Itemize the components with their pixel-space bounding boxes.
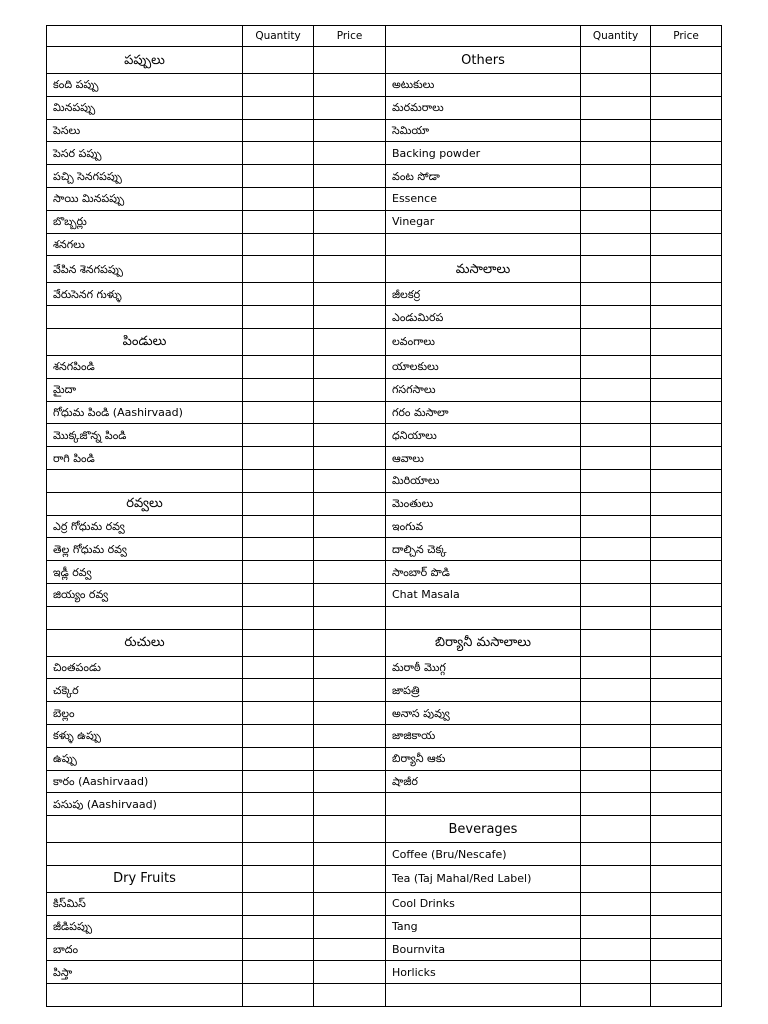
price-cell[interactable] — [314, 515, 386, 538]
table-row — [47, 283, 722, 306]
grocery-list-body — [47, 26, 722, 1007]
quantity-cell[interactable] — [243, 328, 314, 355]
section-heading: రుచులు — [47, 629, 243, 656]
table-row — [47, 538, 722, 561]
quantity-cell[interactable] — [581, 816, 651, 843]
grocery-list-table — [46, 25, 722, 1007]
price-cell[interactable] — [314, 328, 386, 355]
price-cell[interactable] — [651, 142, 722, 165]
price-cell[interactable] — [651, 210, 722, 233]
price-cell[interactable] — [651, 47, 722, 74]
quantity-cell[interactable] — [581, 515, 651, 538]
table-row — [47, 679, 722, 702]
price-cell[interactable] — [651, 119, 722, 142]
item-name: ధనియాలు — [386, 424, 581, 447]
quantity-cell[interactable] — [581, 256, 651, 283]
quantity-cell[interactable] — [581, 984, 651, 1007]
item-name: చక్కెర — [47, 679, 243, 702]
price-cell[interactable] — [314, 233, 386, 256]
item-name: సాంబార్ పొడి — [386, 561, 581, 584]
item-name: సెమియా — [386, 119, 581, 142]
item-name: మొక్కజొన్న పిండి — [47, 424, 243, 447]
price-cell[interactable] — [314, 538, 386, 561]
quantity-cell[interactable] — [581, 724, 651, 747]
item-name: కిస్‌మిస్ — [47, 892, 243, 915]
quantity-cell[interactable] — [243, 378, 314, 401]
price-cell[interactable] — [651, 283, 722, 306]
item-name: గసగసాలు — [386, 378, 581, 401]
item-name: వేరుసెనగ గుళ్ళు — [47, 283, 243, 306]
price-cell[interactable] — [314, 142, 386, 165]
table-row — [47, 469, 722, 492]
item-name: Coffee (Bru/Nescafe) — [386, 843, 581, 866]
price-cell[interactable] — [651, 865, 722, 892]
quantity-cell[interactable] — [243, 702, 314, 725]
price-cell[interactable] — [314, 747, 386, 770]
item-name: దాల్చిన చెక్క — [386, 538, 581, 561]
price-cell[interactable] — [314, 915, 386, 938]
price-cell[interactable] — [314, 583, 386, 606]
price-cell[interactable] — [314, 561, 386, 584]
item-name — [47, 606, 243, 629]
price-cell[interactable] — [651, 793, 722, 816]
table-row — [47, 165, 722, 188]
quantity-cell[interactable] — [243, 233, 314, 256]
item-name — [47, 984, 243, 1007]
quantity-cell[interactable] — [243, 583, 314, 606]
price-cell[interactable] — [314, 447, 386, 470]
price-cell[interactable] — [651, 583, 722, 606]
item-name: పెసలు — [47, 119, 243, 142]
table-row — [47, 328, 722, 355]
item-name: ఇంగువ — [386, 515, 581, 538]
table-row — [47, 447, 722, 470]
header-price-right: Price — [651, 26, 722, 47]
item-name — [386, 606, 581, 629]
price-cell[interactable] — [314, 892, 386, 915]
price-cell[interactable] — [314, 165, 386, 188]
table-row — [47, 210, 722, 233]
quantity-cell[interactable] — [581, 306, 651, 329]
item-name: బిర్యానీ ఆకు — [386, 747, 581, 770]
price-cell[interactable] — [651, 770, 722, 793]
header-row — [47, 26, 722, 47]
table-row — [47, 656, 722, 679]
item-name: ఉప్పు — [47, 747, 243, 770]
quantity-cell[interactable] — [243, 142, 314, 165]
price-cell[interactable] — [314, 401, 386, 424]
quantity-cell[interactable] — [243, 74, 314, 97]
price-cell[interactable] — [314, 256, 386, 283]
price-cell[interactable] — [314, 702, 386, 725]
item-name: Cool Drinks — [386, 892, 581, 915]
table-row — [47, 892, 722, 915]
quantity-cell[interactable] — [243, 401, 314, 424]
table-row — [47, 47, 722, 74]
quantity-cell[interactable] — [243, 629, 314, 656]
table-row — [47, 793, 722, 816]
table-row — [47, 355, 722, 378]
quantity-cell[interactable] — [243, 187, 314, 210]
price-cell[interactable] — [314, 306, 386, 329]
table-row — [47, 606, 722, 629]
table-row — [47, 401, 722, 424]
price-cell[interactable] — [651, 984, 722, 1007]
price-cell[interactable] — [314, 424, 386, 447]
item-name: పిస్తా — [47, 961, 243, 984]
price-cell[interactable] — [651, 724, 722, 747]
price-cell[interactable] — [651, 256, 722, 283]
item-name: Essence — [386, 187, 581, 210]
table-row — [47, 629, 722, 656]
quantity-cell[interactable] — [243, 355, 314, 378]
price-cell[interactable] — [314, 984, 386, 1007]
item-name: ఇడ్లీ రవ్వ — [47, 561, 243, 584]
price-cell[interactable] — [651, 492, 722, 515]
section-heading: Beverages — [386, 816, 581, 843]
item-name: Bournvita — [386, 938, 581, 961]
table-row — [47, 233, 722, 256]
header-item-left — [47, 26, 243, 47]
price-cell[interactable] — [651, 961, 722, 984]
quantity-cell[interactable] — [243, 96, 314, 119]
price-cell[interactable] — [651, 378, 722, 401]
price-cell[interactable] — [651, 355, 722, 378]
price-cell[interactable] — [651, 915, 722, 938]
item-name — [386, 984, 581, 1007]
table-row — [47, 119, 722, 142]
item-name: ఎండుమిరప — [386, 306, 581, 329]
price-cell[interactable] — [651, 515, 722, 538]
quantity-cell[interactable] — [243, 165, 314, 188]
item-name: ఎర్ర గోధుమ రవ్వ — [47, 515, 243, 538]
price-cell[interactable] — [314, 843, 386, 866]
price-cell[interactable] — [651, 702, 722, 725]
quantity-cell[interactable] — [581, 210, 651, 233]
item-name: అటుకులు — [386, 74, 581, 97]
item-name: Vinegar — [386, 210, 581, 233]
quantity-cell[interactable] — [243, 843, 314, 866]
price-cell[interactable] — [314, 724, 386, 747]
section-heading: Others — [386, 47, 581, 74]
price-cell[interactable] — [314, 656, 386, 679]
quantity-cell[interactable] — [581, 165, 651, 188]
price-cell[interactable] — [314, 938, 386, 961]
price-cell[interactable] — [314, 469, 386, 492]
table-row — [47, 865, 722, 892]
item-name — [47, 843, 243, 866]
quantity-cell[interactable] — [581, 892, 651, 915]
header-price-left: Price — [314, 26, 386, 47]
table-row — [47, 583, 722, 606]
item-name: మిరియాలు — [386, 469, 581, 492]
price-cell[interactable] — [314, 74, 386, 97]
section-heading: రవ్వలు — [47, 492, 243, 515]
header-quantity-right: Quantity — [581, 26, 651, 47]
quantity-cell[interactable] — [581, 770, 651, 793]
section-heading: మసాలాలు — [386, 256, 581, 283]
item-name: మరమరాలు — [386, 96, 581, 119]
table-row — [47, 74, 722, 97]
price-cell[interactable] — [314, 816, 386, 843]
quantity-cell[interactable] — [243, 606, 314, 629]
item-name — [386, 793, 581, 816]
price-cell[interactable] — [651, 843, 722, 866]
quantity-cell[interactable] — [581, 538, 651, 561]
price-cell[interactable] — [651, 816, 722, 843]
item-name — [47, 306, 243, 329]
table-row — [47, 187, 722, 210]
quantity-cell[interactable] — [243, 538, 314, 561]
item-name: Chat Masala — [386, 583, 581, 606]
price-cell[interactable] — [651, 747, 722, 770]
item-name: కంది పప్పు — [47, 74, 243, 97]
price-cell[interactable] — [651, 447, 722, 470]
item-name: రాగి పిండి — [47, 447, 243, 470]
quantity-cell[interactable] — [243, 256, 314, 283]
item-name: జీలకర్ర — [386, 283, 581, 306]
quantity-cell[interactable] — [581, 233, 651, 256]
item-name: కారం (Aashirvaad) — [47, 770, 243, 793]
item-name — [47, 469, 243, 492]
quantity-cell[interactable] — [243, 961, 314, 984]
quantity-cell[interactable] — [581, 843, 651, 866]
section-heading: పప్పులు — [47, 47, 243, 74]
quantity-cell[interactable] — [581, 74, 651, 97]
quantity-cell[interactable] — [581, 702, 651, 725]
quantity-cell[interactable] — [243, 283, 314, 306]
quantity-cell[interactable] — [581, 629, 651, 656]
price-cell[interactable] — [314, 210, 386, 233]
item-name: శనగపిండి — [47, 355, 243, 378]
quantity-cell[interactable] — [581, 679, 651, 702]
quantity-cell[interactable] — [243, 724, 314, 747]
quantity-cell[interactable] — [243, 984, 314, 1007]
item-name: Backing powder — [386, 142, 581, 165]
item-name: గరం మసాలా — [386, 401, 581, 424]
item-name: వేపిన శెనగపప్పు — [47, 256, 243, 283]
item-name: జియ్యం రవ్వ — [47, 583, 243, 606]
section-heading: బిర్యానీ మసాలాలు — [386, 629, 581, 656]
item-name: చింతపండు — [47, 656, 243, 679]
quantity-cell[interactable] — [581, 283, 651, 306]
price-cell[interactable] — [651, 469, 722, 492]
price-cell[interactable] — [314, 679, 386, 702]
price-cell[interactable] — [651, 401, 722, 424]
quantity-cell[interactable] — [243, 469, 314, 492]
quantity-cell[interactable] — [581, 915, 651, 938]
price-cell[interactable] — [314, 793, 386, 816]
quantity-cell[interactable] — [581, 378, 651, 401]
table-row — [47, 492, 722, 515]
table-row — [47, 515, 722, 538]
item-name: మెంతులు — [386, 492, 581, 515]
quantity-cell[interactable] — [581, 424, 651, 447]
item-name: వంట సోడా — [386, 165, 581, 188]
price-cell[interactable] — [314, 606, 386, 629]
header-quantity-left: Quantity — [243, 26, 314, 47]
quantity-cell[interactable] — [581, 606, 651, 629]
price-cell[interactable] — [651, 561, 722, 584]
item-name: గోధుమ పిండి (Aashirvaad) — [47, 401, 243, 424]
quantity-cell[interactable] — [243, 770, 314, 793]
price-cell[interactable] — [651, 96, 722, 119]
quantity-cell[interactable] — [243, 424, 314, 447]
table-row — [47, 306, 722, 329]
quantity-cell[interactable] — [243, 47, 314, 74]
table-row — [47, 702, 722, 725]
header-item-right — [386, 26, 581, 47]
quantity-cell[interactable] — [243, 892, 314, 915]
item-name: అనాస పువ్వు — [386, 702, 581, 725]
price-cell[interactable] — [314, 283, 386, 306]
quantity-cell[interactable] — [243, 492, 314, 515]
item-name: సాయి మినపప్పు — [47, 187, 243, 210]
price-cell[interactable] — [314, 961, 386, 984]
table-row — [47, 378, 722, 401]
item-name: తెల్ల గోధుమ రవ్వ — [47, 538, 243, 561]
item-name: బెల్లం — [47, 702, 243, 725]
table-row — [47, 915, 722, 938]
table-row — [47, 816, 722, 843]
item-name: జాపత్రి — [386, 679, 581, 702]
quantity-cell[interactable] — [243, 447, 314, 470]
quantity-cell[interactable] — [581, 355, 651, 378]
price-cell[interactable] — [651, 424, 722, 447]
price-cell[interactable] — [314, 629, 386, 656]
quantity-cell[interactable] — [581, 938, 651, 961]
item-name: యాలకులు — [386, 355, 581, 378]
quantity-cell[interactable] — [581, 401, 651, 424]
item-name — [47, 816, 243, 843]
quantity-cell[interactable] — [581, 96, 651, 119]
quantity-cell[interactable] — [581, 793, 651, 816]
price-cell[interactable] — [314, 355, 386, 378]
table-row — [47, 747, 722, 770]
price-cell[interactable] — [314, 187, 386, 210]
item-name: ఆవాలు — [386, 447, 581, 470]
table-row — [47, 961, 722, 984]
quantity-cell[interactable] — [581, 492, 651, 515]
item-name: Horlicks — [386, 961, 581, 984]
quantity-cell[interactable] — [243, 793, 314, 816]
quantity-cell[interactable] — [243, 938, 314, 961]
table-row — [47, 256, 722, 283]
price-cell[interactable] — [651, 656, 722, 679]
item-name: మైదా — [47, 378, 243, 401]
item-name: బొబ్బర్లు — [47, 210, 243, 233]
item-name: జీడిపప్పు — [47, 915, 243, 938]
table-row — [47, 984, 722, 1007]
quantity-cell[interactable] — [581, 447, 651, 470]
quantity-cell[interactable] — [581, 47, 651, 74]
table-row — [47, 561, 722, 584]
section-heading: Dry Fruits — [47, 865, 243, 892]
item-name: మరాఠీ మొగ్గ — [386, 656, 581, 679]
quantity-cell[interactable] — [581, 961, 651, 984]
price-cell[interactable] — [651, 74, 722, 97]
quantity-cell[interactable] — [581, 656, 651, 679]
quantity-cell[interactable] — [581, 865, 651, 892]
table-row — [47, 724, 722, 747]
quantity-cell[interactable] — [243, 747, 314, 770]
quantity-cell[interactable] — [243, 306, 314, 329]
price-cell[interactable] — [651, 629, 722, 656]
section-heading: పిండులు — [47, 328, 243, 355]
quantity-cell[interactable] — [581, 469, 651, 492]
price-cell[interactable] — [651, 233, 722, 256]
table-row — [47, 142, 722, 165]
table-row — [47, 843, 722, 866]
item-name: పచ్చి సెనగపప్పు — [47, 165, 243, 188]
price-cell[interactable] — [651, 679, 722, 702]
price-cell[interactable] — [651, 306, 722, 329]
table-row — [47, 938, 722, 961]
quantity-cell[interactable] — [581, 142, 651, 165]
price-cell[interactable] — [651, 538, 722, 561]
table-row — [47, 96, 722, 119]
quantity-cell[interactable] — [243, 210, 314, 233]
item-name: లవంగాలు — [386, 328, 581, 355]
price-cell[interactable] — [651, 938, 722, 961]
item-name — [386, 233, 581, 256]
price-cell[interactable] — [314, 378, 386, 401]
price-cell[interactable] — [314, 770, 386, 793]
quantity-cell[interactable] — [243, 816, 314, 843]
quantity-cell[interactable] — [243, 865, 314, 892]
table-row — [47, 424, 722, 447]
price-cell[interactable] — [651, 187, 722, 210]
item-name: Tea (Taj Mahal/Red Label) — [386, 865, 581, 892]
price-cell[interactable] — [651, 165, 722, 188]
price-cell[interactable] — [314, 96, 386, 119]
item-name: బాదం — [47, 938, 243, 961]
quantity-cell[interactable] — [581, 747, 651, 770]
quantity-cell[interactable] — [243, 679, 314, 702]
item-name: పసుపు (Aashirvaad) — [47, 793, 243, 816]
quantity-cell[interactable] — [243, 915, 314, 938]
item-name: షాజీర — [386, 770, 581, 793]
item-name: మినపప్పు — [47, 96, 243, 119]
price-cell[interactable] — [314, 492, 386, 515]
quantity-cell[interactable] — [581, 561, 651, 584]
quantity-cell[interactable] — [581, 187, 651, 210]
item-name: పెసర పప్పు — [47, 142, 243, 165]
quantity-cell[interactable] — [243, 515, 314, 538]
price-cell[interactable] — [314, 119, 386, 142]
quantity-cell[interactable] — [581, 328, 651, 355]
price-cell[interactable] — [314, 865, 386, 892]
item-name: Tang — [386, 915, 581, 938]
quantity-cell[interactable] — [581, 119, 651, 142]
item-name: శనగలు — [47, 233, 243, 256]
quantity-cell[interactable] — [243, 561, 314, 584]
quantity-cell[interactable] — [243, 119, 314, 142]
price-cell[interactable] — [651, 606, 722, 629]
item-name: జాజికాయ — [386, 724, 581, 747]
quantity-cell[interactable] — [243, 656, 314, 679]
table-row — [47, 770, 722, 793]
item-name: కళ్ళు ఉప్పు — [47, 724, 243, 747]
quantity-cell[interactable] — [581, 583, 651, 606]
price-cell[interactable] — [651, 328, 722, 355]
price-cell[interactable] — [651, 892, 722, 915]
price-cell[interactable] — [314, 47, 386, 74]
